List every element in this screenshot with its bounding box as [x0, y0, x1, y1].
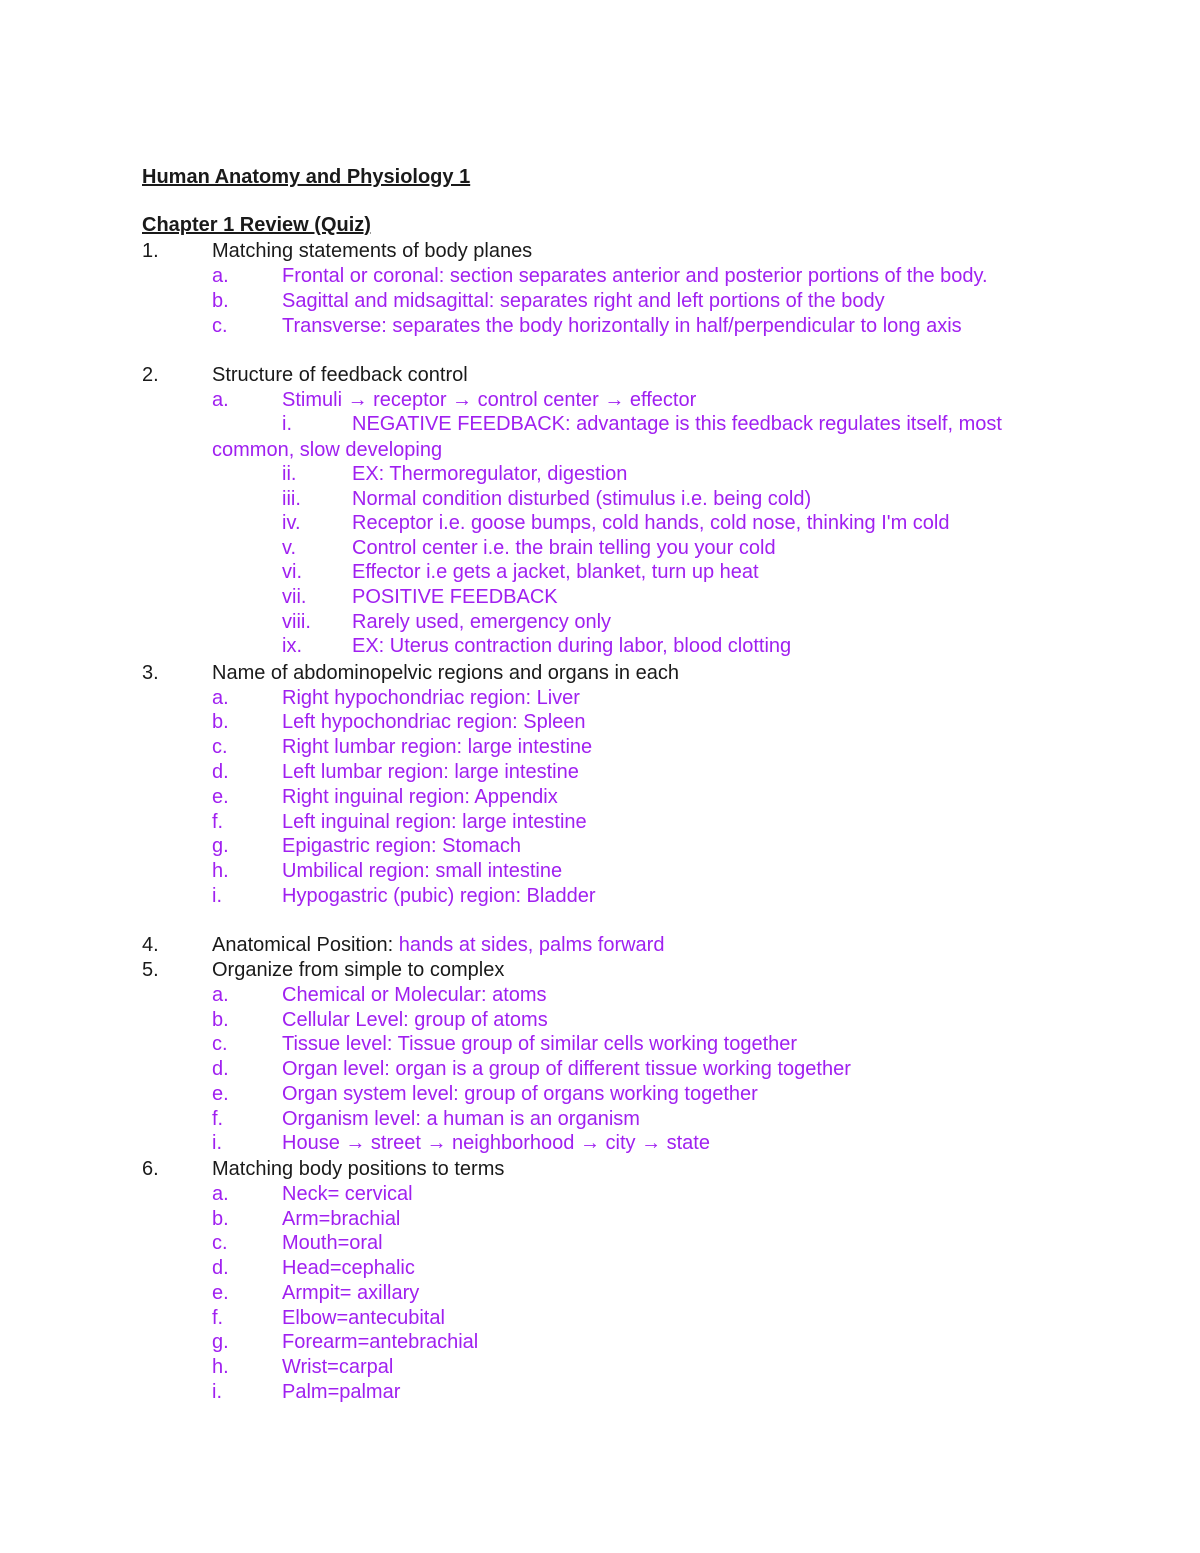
q5-item-text: Tissue level: Tissue group of similar cells working together — [282, 1033, 798, 1056]
q6-item-marker: g. — [212, 1331, 229, 1354]
q2-roman-marker: ii. — [282, 463, 297, 485]
q2-roman-text: POSITIVE FEEDBACK — [352, 586, 558, 608]
q2-roman-marker: vi. — [282, 561, 302, 584]
q3-item-text: Umbilical region: small intestine — [282, 860, 563, 883]
q2-roman-marker: iv. — [282, 512, 301, 535]
q3-item-text: Left inguinal region: large intestine — [282, 810, 587, 833]
q6-item-text: Palm=palmar — [282, 1380, 401, 1403]
q3-item-marker: i. — [212, 884, 222, 907]
q6-item-text: Arm=brachial — [282, 1207, 401, 1230]
q6-item-marker: i. — [212, 1380, 222, 1403]
q2-roman-marker: viii. — [282, 610, 311, 633]
q6-item-text: Elbow=antecubital — [282, 1306, 445, 1329]
q3-item-marker: f. — [212, 810, 224, 833]
q5-item-text: Chemical or Molecular: atoms — [282, 984, 547, 1006]
q1-item-text: Sagittal and midsagittal: separates right and left portions of the body — [282, 289, 885, 312]
question-1-text: Matching statements of body planes — [212, 240, 533, 262]
q2-roman-text: EX: Uterus contraction during labor, blood clotting — [352, 635, 792, 658]
q6-item-text: Neck= cervical — [282, 1183, 413, 1205]
q6-item-marker: a. — [212, 1183, 229, 1205]
q3-item-text: Right inguinal region: Appendix — [282, 785, 558, 808]
q2-roman-marker: ix. — [282, 635, 302, 658]
question-5-text: Organize from simple to complex — [212, 959, 505, 981]
question-3-number: 3. — [142, 662, 159, 684]
q6-item-marker: d. — [212, 1257, 229, 1280]
q5-item-marker: a. — [212, 984, 229, 1006]
q3-item-text: Epigastric region: Stomach — [282, 835, 522, 858]
question-5-number: 5. — [142, 959, 159, 981]
q6-item-marker: b. — [212, 1207, 229, 1230]
q2-roman-marker: vii. — [282, 586, 307, 608]
q3-item-text: Right lumbar region: large intestine — [282, 736, 593, 759]
q3-item-text: Right hypochondriac region: Liver — [282, 686, 580, 709]
q2-roman-text: EX: Thermoregulator, digestion — [352, 463, 628, 485]
q3-item-marker: a. — [212, 686, 229, 709]
q5-item-marker: b. — [212, 1008, 229, 1031]
q2-roman-marker: iii. — [282, 487, 301, 510]
q3-item-marker: d. — [212, 760, 229, 783]
q3-item-marker: h. — [212, 860, 229, 883]
question-6-text: Matching body positions to terms — [212, 1158, 505, 1180]
q1-item-text: Frontal or coronal: section separates anterior and posterior portions of the body. — [282, 264, 988, 287]
q2-roman-text: NEGATIVE FEEDBACK: advantage is this feedback regulates itself, most — [352, 413, 1002, 435]
section-heading: Chapter 1 Review (Quiz) — [142, 214, 371, 236]
q3-item-text: Hypogastric (pubic) region: Bladder — [282, 884, 596, 907]
q1-item-marker: a. — [212, 264, 229, 287]
q5-item-text: Organism level: a human is an organism — [282, 1107, 640, 1130]
question-4-number: 4. — [142, 934, 159, 956]
question-2-text: Structure of feedback control — [212, 364, 468, 386]
q5-item-marker: e. — [212, 1082, 229, 1105]
question-2-number: 2. — [142, 364, 159, 386]
q1-item-marker: b. — [212, 289, 229, 312]
document-title: Human Anatomy and Physiology 1 — [142, 166, 471, 188]
q2-roman-marker: v. — [282, 536, 297, 559]
q6-item-marker: f. — [212, 1306, 224, 1329]
q6-item-text: Mouth=oral — [282, 1232, 383, 1255]
q6-item-text: Forearm=antebrachial — [282, 1331, 479, 1354]
question-6-number: 6. — [142, 1158, 159, 1180]
q5-item-marker: c. — [212, 1033, 228, 1056]
q3-item-marker: c. — [212, 736, 228, 759]
q2-roman-text: Normal condition disturbed (stimulus i.e. being cold) — [352, 487, 812, 510]
q5-item-text: Cellular Level: group of atoms — [282, 1008, 548, 1031]
q2-roman-text: Control center i.e. the brain telling you your cold — [352, 536, 776, 559]
q5-item-marker: f. — [212, 1107, 224, 1130]
q5-item-text: Organ system level: group of organs working together — [282, 1082, 758, 1105]
q6-item-marker: e. — [212, 1281, 229, 1304]
q5-item-text: Organ level: organ is a group of different tissue working together — [282, 1058, 851, 1081]
q3-item-marker: g. — [212, 835, 229, 858]
question-4-text: Anatomical Position: hands at sides, palms forward — [212, 934, 665, 956]
q6-item-text: Head=cephalic — [282, 1257, 415, 1280]
q2-roman-text: Receptor i.e. goose bumps, cold hands, cold nose, thinking I'm cold — [352, 512, 950, 535]
q6-item-marker: h. — [212, 1355, 229, 1378]
q2-roman-continued: common, slow developing — [212, 439, 443, 461]
q3-item-marker: e. — [212, 785, 229, 808]
q6-item-text: Wrist=carpal — [282, 1355, 394, 1378]
q2-roman-marker: i. — [282, 413, 292, 435]
q5-item-marker: i. — [212, 1132, 222, 1155]
q2-roman-text: Rarely used, emergency only — [352, 610, 612, 633]
q3-item-marker: b. — [212, 711, 229, 734]
q6-item-text: Armpit= axillary — [282, 1281, 420, 1304]
q1-item-text: Transverse: separates the body horizontally in half/perpendicular to long axis — [282, 314, 962, 337]
q2-item-marker: a. — [212, 388, 229, 411]
q2-roman-text: Effector i.e gets a jacket, blanket, turn up heat — [352, 561, 759, 584]
q1-item-marker: c. — [212, 314, 228, 337]
q5-item-marker: d. — [212, 1058, 229, 1081]
question-3-text: Name of abdominopelvic regions and organs in each — [212, 662, 679, 684]
q3-item-text: Left hypochondriac region: Spleen — [282, 711, 586, 734]
question-1-number: 1. — [142, 240, 159, 262]
q2-item-text: Stimuli → receptor → control center → effector — [282, 388, 697, 411]
q3-item-text: Left lumbar region: large intestine — [282, 760, 579, 783]
question-4-answer: hands at sides, palms forward — [398, 934, 665, 956]
q6-item-marker: c. — [212, 1232, 228, 1255]
q5-item-text: House → street → neighborhood → city → state — [282, 1132, 710, 1155]
